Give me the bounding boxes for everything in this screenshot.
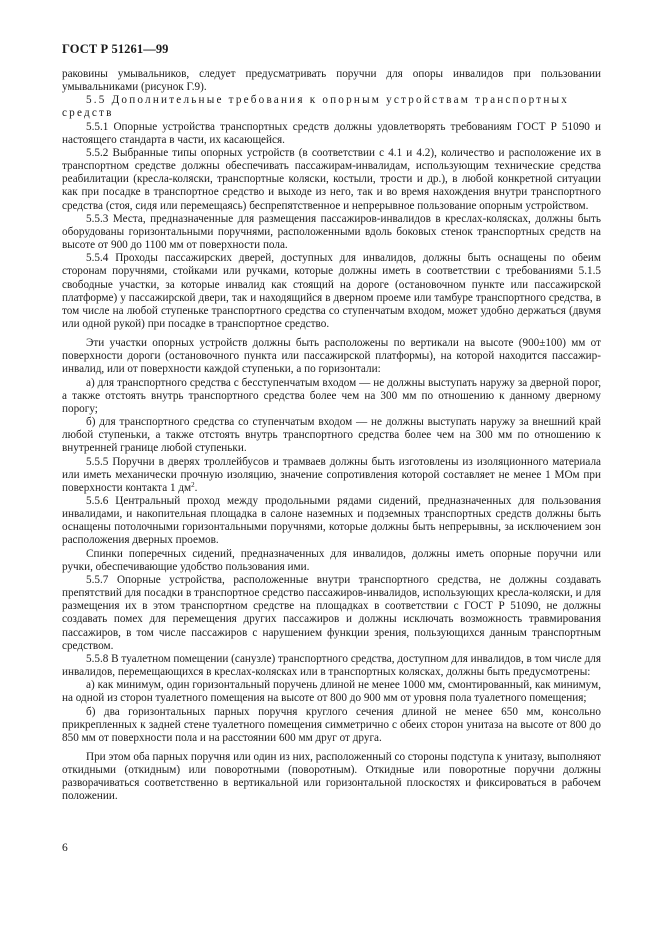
paragraph-5-5-5: [62, 456, 601, 495]
paragraph-5-5-7: 5.5.7 Опорные устройства, расположенные внутри транспортного средства, не должны создавать препятствий для посадки в транспортное средство пассажиров-инвалидов, использующих кресла-коляски, и для размещения их в этом транспортном средстве на площадках в соответствии с ГОСТ Р 51090, не должны создавать помех для перемещения других пассажиров и должны исключать возможность травмирования пассажиров, в том числе пассажиров с нарушением функции зрения, пользующихся данным транспортным средством.: [62, 573, 601, 652]
page-number: 6: [62, 842, 68, 854]
document-body: [62, 68, 601, 804]
paragraph-5-5-3: 5.5.3 Места, предназначенные для размещения пассажиров-инвалидов в креслах-колясках, должны быть оборудованы горизонтальными поручнями, расположенными вдоль боковых стенок транспортных средств на высоте от 900 до 1100 мм от поверхности пола.: [62, 212, 601, 252]
paragraph-5-5-5-text: 5.5.5 Поручни в дверях троллейбусов и трамваев должны быть изготовлены из изоляционного материала или иметь механически прочную изоляцию, значение сопротивления которой составляет не менее 1 МОм при поверхности контакта 1 дм: [62, 455, 601, 494]
list-item-b-paired-rails: б) два горизонтальных парных поручня круглого сечения длиной не менее 650 мм, консольно прикрепленных к задней стене туалетного помещения симметрично с обеих сторон унитаза на высоте от 800 до 850 мм от поверхности пола и на расстоянии 600 мм друг от друга.: [62, 705, 601, 744]
paragraph-5-5-6: 5.5.6 Центральный проход между продольными рядами сидений, предназначенных для пользования инвалидами, и накопительная площадка в салоне наземных и подземных транспортных средств должны быть оснащены потолочными горизонтальными поручнями, которые должны быть непрерывны, за исключением зон расположения дверных проемов.: [62, 495, 601, 547]
paragraph-5-5-2: 5.5.2 Выбранные типы опорных устройств (в соответствии с 4.1 и 4.2), количество и расположение их в транспортном средстве должны обеспечивать пассажирам-инвалидам, использующим технические средства реабилитации (кресла-коляски, транспортные коляски, костыли, трости и др.), в любой конкретной ситуации как при посадке в транспортное средство и выходе из него, так и во время нахождения внутри транспортного средства (стоя, сидя или перемещаясь) беспрепятственное и непрерывное пользование опорным устройством.: [62, 146, 601, 212]
superscript-exponent: 2: [191, 480, 195, 489]
paragraph-5-5-5-period: .: [194, 481, 198, 494]
paragraph-5-5-1: 5.5.1 Опорные устройства транспортных средств должны удовлетворять требованиям ГОСТ Р 51090 и настоящего стандарта в части, их касающейся.: [62, 120, 601, 146]
paragraph-vertical-height: Эти участки опорных устройств должны быть расположены по вертикали на высоте (900±100) мм от поверхности дороги (остановочного пункта или пассажирской платформы), на которой находится пассажир-инвалид, или от поверхности каждой ступеньки, а по горизонтали:: [62, 337, 601, 376]
section-heading-5-5: 5.5 Дополнительные требования к опорным устройствам транспортных средств: [62, 94, 570, 120]
paragraph-5-5-8: 5.5.8 В туалетном помещении (санузле) транспортного средства, доступном для инвалидов, в том числе для инвалидов, перемещающихся в креслах-колясках или в транспортных колясках, должны быть предусмотрены:: [62, 652, 601, 679]
paragraph-5-5-4: 5.5.4 Проходы пассажирских дверей, доступных для инвалидов, должны быть оснащены по обеим сторонам поручнями, стойками или ручками, которые должны иметь в соответствии с требованиями 5.1.5 свободные участки, за которые инвалид как стоящий на дороге (остановочном пункте или пассажирской платформе) у пассажирской двери, так и находящийся в дверном проеме или тамбуре транспортного средства, в том числе на любой ступеньке транспортного средства со ступенчатым входом, может удобно держаться (двумя или одной рукой) при посадке в транспортное средство.: [62, 252, 601, 330]
paragraph-seat-backs: Спинки поперечных сидений, предназначенных для инвалидов, должны иметь опорные поручни или ручки, обеспечивающие удобство пользования ими.: [62, 547, 601, 573]
list-item-a-horizontal-rail: а) как минимум, один горизонтальный поручень длиной не менее 1000 мм, смонтированный, как минимум, на одной из сторон туалетного помещения на высоте от 800 до 900 мм от уровня пола туалетного помещения;: [62, 679, 601, 705]
paragraph-folding-rails: При этом оба парных поручня или один из них, расположенный со стороны подступа к унитазу, выполняют откидными (откидным) или поворотными (поворотным). Откидные или поворотные поручни должны разворачиваться соответственно в вертикальной или горизонтальной плоскостях и фиксироваться в рабочем положении.: [62, 750, 601, 803]
list-item-b-stepped: б) для транспортного средства со ступенчатым входом — не должны выступать наружу за внешний край любой ступеньки, а также отстоять внутрь транспортного средства более чем на 300 мм по отношению к внутренней границе любой ступеньки.: [62, 416, 601, 455]
paragraph-continuation: раковины умывальников, следует предусматривать поручни для опоры инвалидов при пользовании умывальниками (рисунок Г.9).: [62, 68, 601, 94]
list-item-a-stepless: а) для транспортного средства с бесступенчатым входом — не должны выступать наружу за дверной порог, а также отстоять внутрь транспортного средства более чем на 300 мм по отношению к данному дверному порогу;: [62, 376, 601, 415]
document-code-header: ГОСТ Р 51261—99: [62, 42, 169, 56]
